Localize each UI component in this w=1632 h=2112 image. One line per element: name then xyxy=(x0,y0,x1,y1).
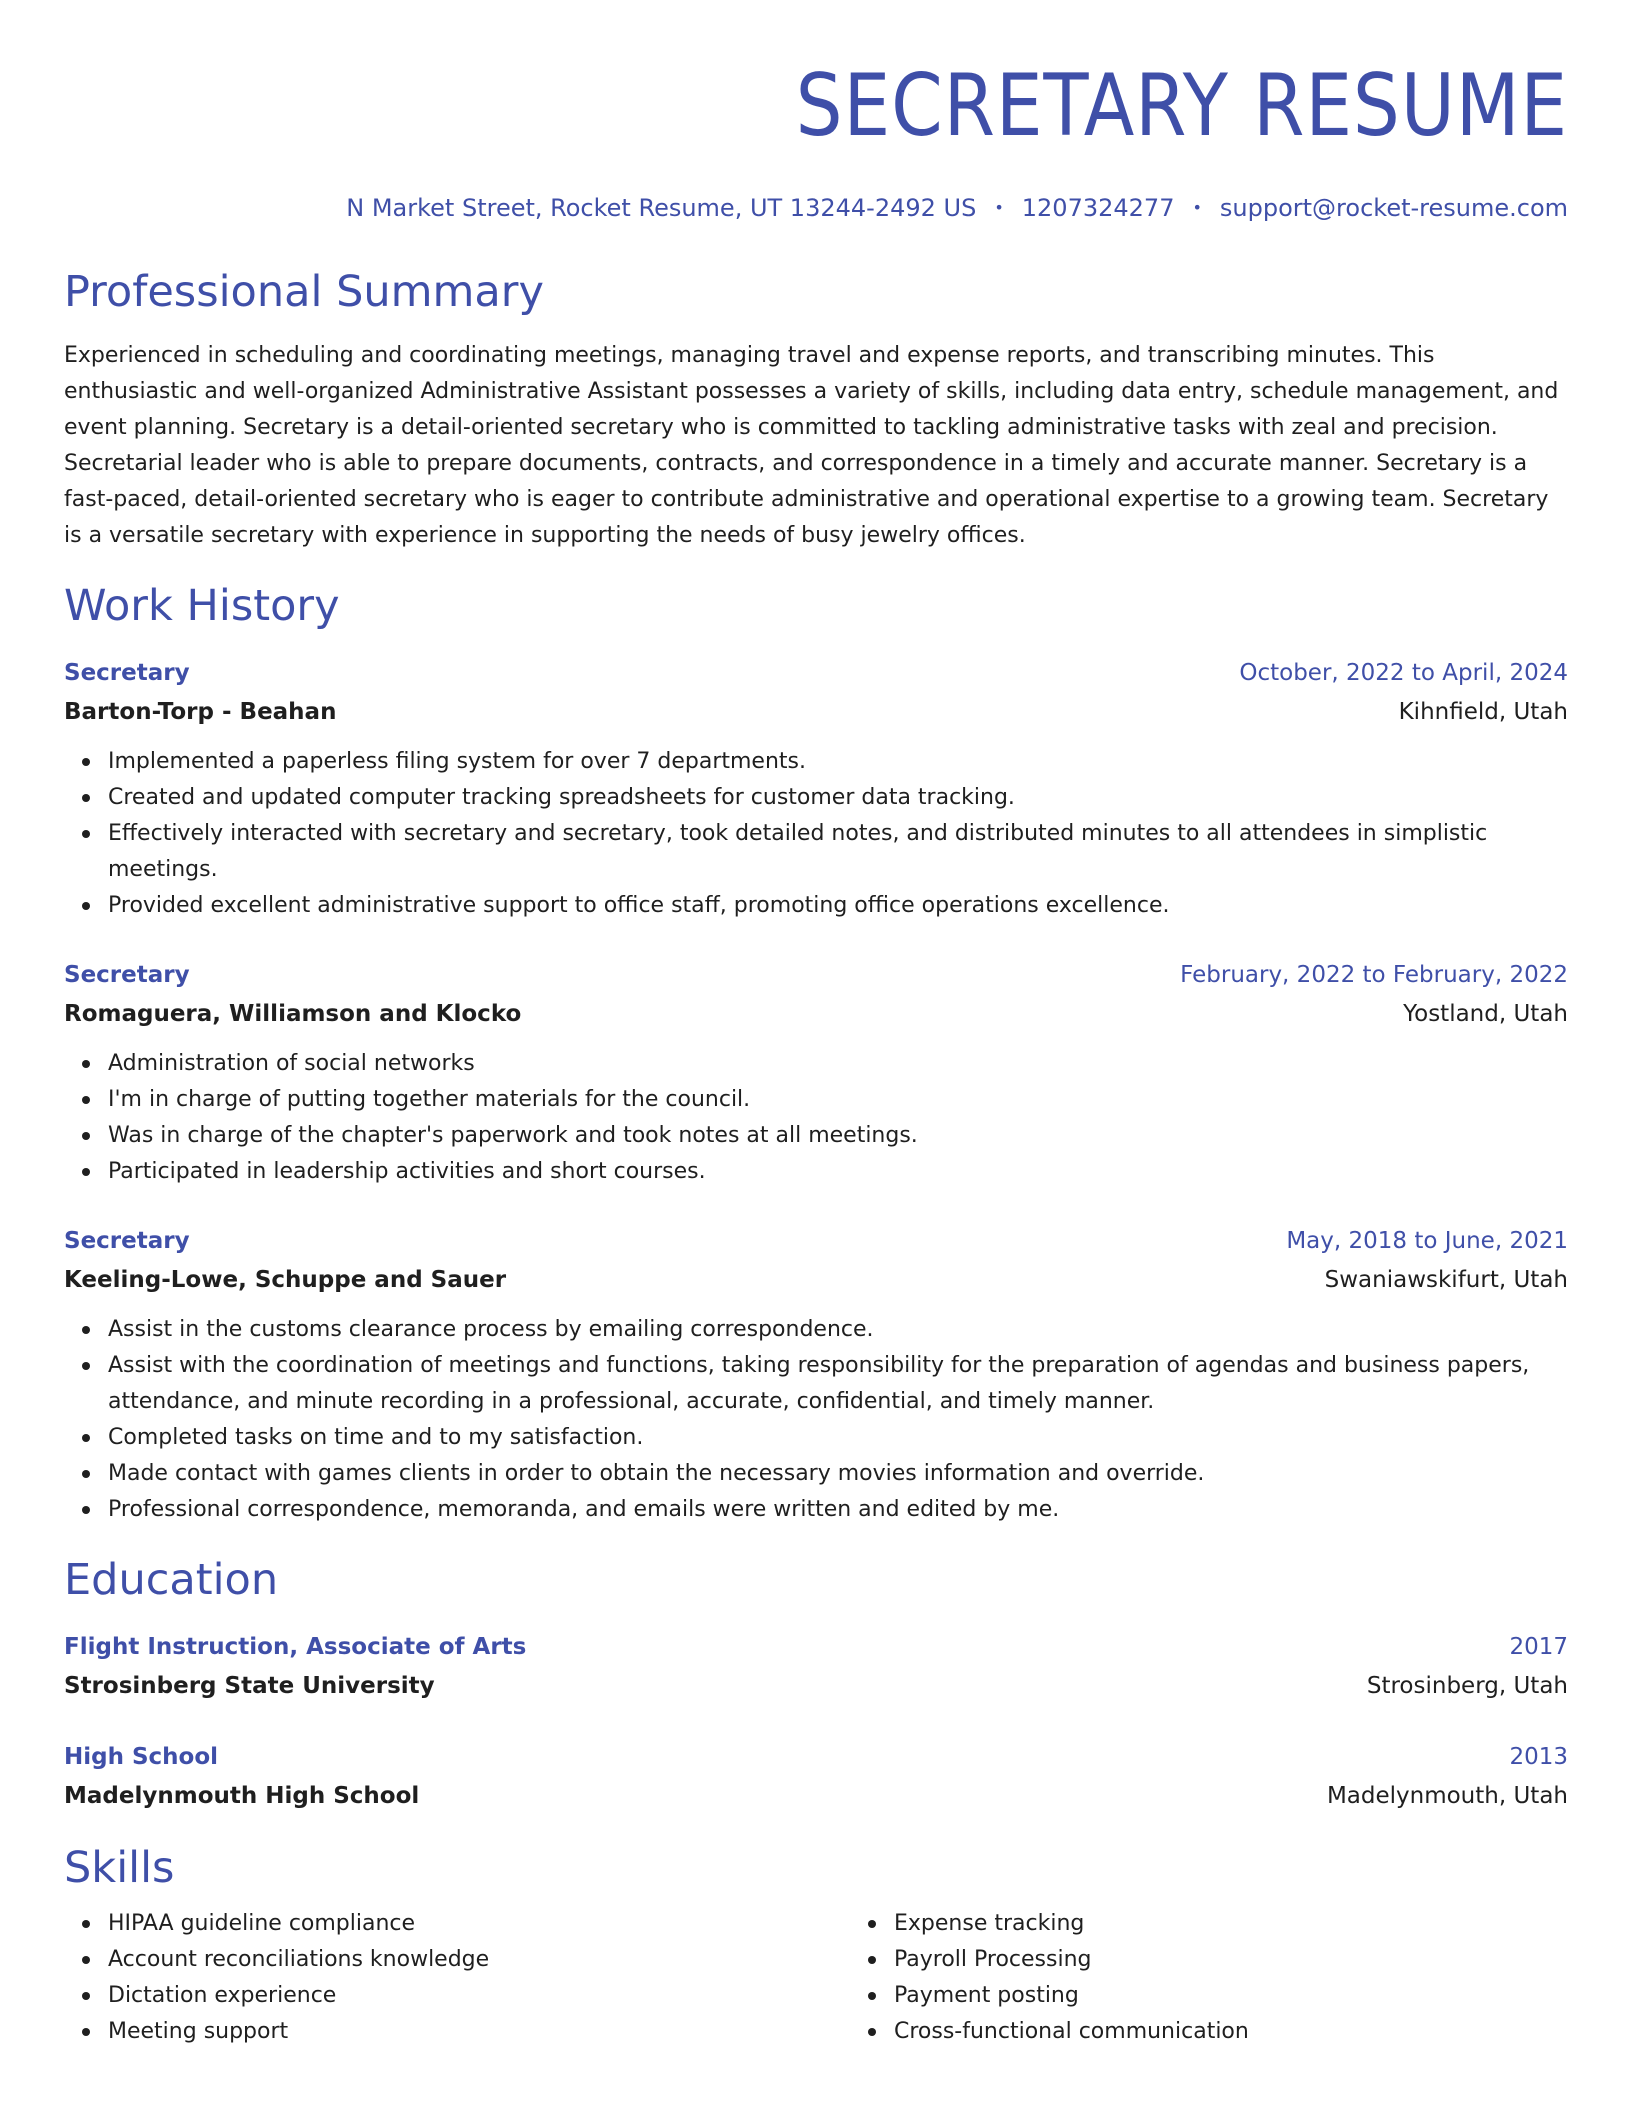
job-entry xyxy=(64,654,1568,924)
separator-dot: • xyxy=(1192,198,1202,217)
email-link[interactable]: support@rocket-resume.com xyxy=(1219,194,1568,222)
skills-list-right xyxy=(850,1906,1568,2050)
list-item: Was in charge of the chapter's paperwork and took notes at all meetings. xyxy=(108,1118,1568,1154)
graduation-year: 2013 xyxy=(1509,1744,1568,1770)
skill-item: Meeting support xyxy=(108,2014,850,2050)
list-item: Provided excellent administrative support to office staff, promoting office operations excellence. xyxy=(108,888,1568,924)
list-item: Completed tasks on time and to my satisfaction. xyxy=(108,1420,1568,1456)
job-title: Secretary xyxy=(64,1228,190,1254)
contact-line xyxy=(64,192,1568,224)
job-title: Secretary xyxy=(64,660,190,686)
list-item: I'm in charge of putting together materials for the council. xyxy=(108,1082,1568,1118)
skill-item: Payment posting xyxy=(894,1978,1568,2014)
address: N Market Street, Rocket Resume, UT 13244-2492 US xyxy=(346,194,977,222)
job-dates: May, 2018 to June, 2021 xyxy=(1286,1228,1568,1254)
school-location: Strosinberg, Utah xyxy=(1366,1673,1568,1699)
school-name: Strosinberg State University xyxy=(64,1673,435,1699)
summary-heading: Professional Summary xyxy=(64,267,544,317)
phone: 1207324277 xyxy=(1021,194,1175,222)
job-bullets xyxy=(64,1312,1568,1528)
list-item: Professional correspondence, memoranda, and emails were written and edited by me. xyxy=(108,1492,1568,1528)
skills-columns xyxy=(64,1906,1568,2050)
skill-item: Dictation experience xyxy=(108,1978,850,2014)
job-entry xyxy=(64,1222,1568,1528)
job-location: Swaniawskifurt, Utah xyxy=(1324,1267,1568,1293)
degree: High School xyxy=(64,1744,219,1770)
education-entry xyxy=(64,1628,1568,1706)
job-title: Secretary xyxy=(64,962,190,988)
skills-list-left xyxy=(64,1906,850,2050)
skills-heading: Skills xyxy=(64,1843,175,1893)
company-name: Barton-Torp - Beahan xyxy=(64,699,337,725)
separator-dot: • xyxy=(994,198,1004,217)
skill-item: HIPAA guideline compliance xyxy=(108,1906,850,1942)
resume-title: SECRETARY RESUME xyxy=(795,56,1568,156)
job-entry xyxy=(64,956,1568,1190)
list-item: Assist in the customs clearance process by emailing correspondence. xyxy=(108,1312,1568,1348)
list-item: Made contact with games clients in order to obtain the necessary movies information and override. xyxy=(108,1456,1568,1492)
degree: Flight Instruction, Associate of Arts xyxy=(64,1634,527,1660)
list-item: Assist with the coordination of meetings and functions, taking responsibility for the preparation of agendas and business papers, attendance, and minute recording in a professional, accurate, confidential, and timely manner. xyxy=(108,1348,1568,1420)
company-name: Romaguera, Williamson and Klocko xyxy=(64,1001,522,1027)
school-location: Madelynmouth, Utah xyxy=(1326,1783,1568,1809)
summary-text: Experienced in scheduling and coordinating meetings, managing travel and expense reports, and transcribing minutes. This enthusiastic and well-organized Administrative Assistant possesses a variety of skills, including data entry, schedule management, and event planning. Secretary is a detail-oriented secretary who is committed to tackling administrative tasks with zeal and precision. Secretarial leader who is able to prepare documents, contracts, and correspondence in a timely and accurate manner. Secretary is a fast-paced, detail-oriented secretary who is eager to contribute administrative and operational expertise to a growing team. Secretary is a versatile secretary with experience in supporting the needs of busy jewelry offices. xyxy=(64,343,1559,548)
job-location: Kihnfield, Utah xyxy=(1398,699,1568,725)
skill-item: Account reconciliations knowledge xyxy=(108,1942,850,1978)
list-item: Created and updated computer tracking spreadsheets for customer data tracking. xyxy=(108,780,1568,816)
company-name: Keeling-Lowe, Schuppe and Sauer xyxy=(64,1267,507,1293)
skill-item: Payroll Processing xyxy=(894,1942,1568,1978)
list-item: Participated in leadership activities and short courses. xyxy=(108,1154,1568,1190)
list-item: Administration of social networks xyxy=(108,1046,1568,1082)
skill-item: Cross-functional communication xyxy=(894,2014,1568,2050)
education-heading: Education xyxy=(64,1555,279,1605)
job-bullets xyxy=(64,1046,1568,1190)
job-dates: February, 2022 to February, 2022 xyxy=(1180,962,1568,988)
list-item: Effectively interacted with secretary and secretary, took detailed notes, and distributed minutes to all attendees in simplistic meetings. xyxy=(108,816,1568,888)
job-bullets xyxy=(64,744,1568,924)
graduation-year: 2017 xyxy=(1509,1634,1568,1660)
school-name: Madelynmouth High School xyxy=(64,1783,420,1809)
job-location: Yostland, Utah xyxy=(1403,1001,1568,1027)
education-entry xyxy=(64,1738,1568,1816)
work-history-heading: Work History xyxy=(64,581,340,631)
job-dates: October, 2022 to April, 2024 xyxy=(1239,660,1568,686)
skill-item: Expense tracking xyxy=(894,1906,1568,1942)
list-item: Implemented a paperless filing system for over 7 departments. xyxy=(108,744,1568,780)
